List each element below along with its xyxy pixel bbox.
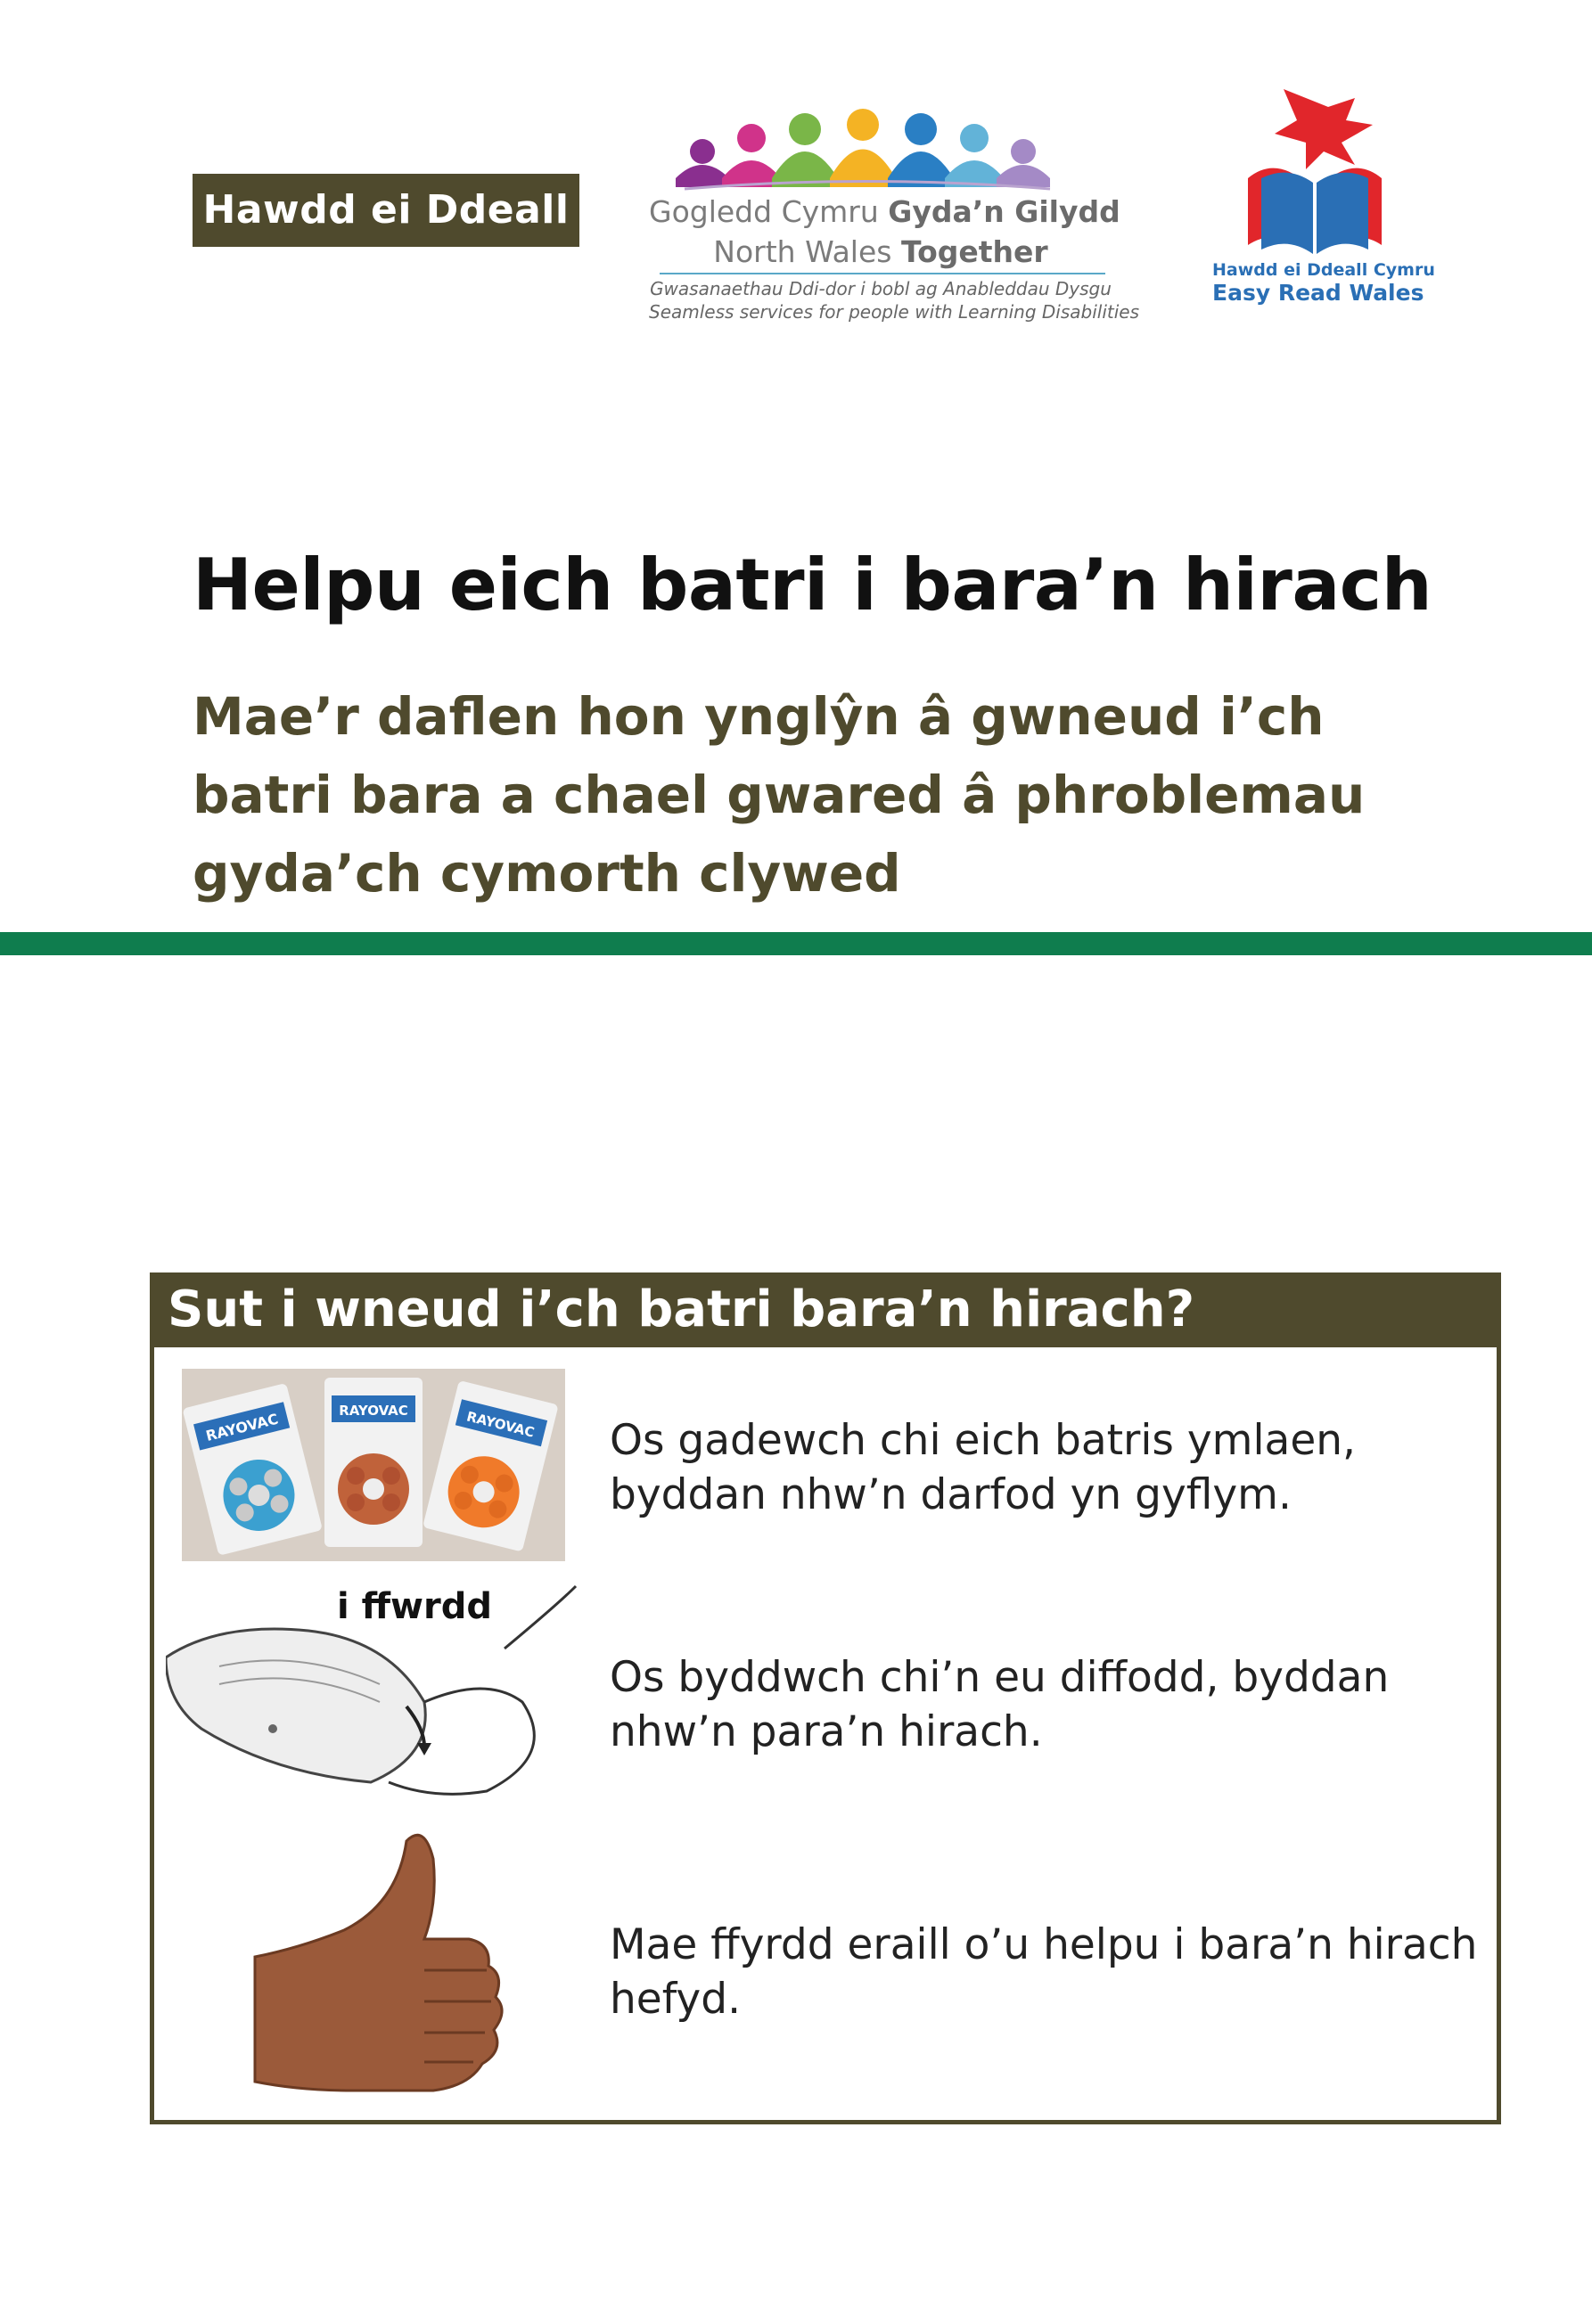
svg-text:RAYOVAC: RAYOVAC <box>464 1408 537 1441</box>
page-subtitle: Mae’r daflen hon ynglŷn â gwneud i’ch batri bara a chael gwared â phroblemau gyda’ch cymorth clywed <box>193 686 1366 904</box>
easy-read-wales-logo <box>1221 80 1408 258</box>
easy-read-badge: Hawdd ei Ddeall <box>193 174 579 247</box>
info-box-heading: Sut i wneud i’ch batri bara’n hirach? <box>150 1272 1501 1347</box>
section-divider <box>0 932 1592 955</box>
svg-text:RAYOVAC: RAYOVAC <box>204 1410 280 1445</box>
switch-off-label: i ffwrdd <box>337 1586 492 1627</box>
nwt-welsh-name: Gogledd Cymru Gyda’n Gilydd <box>649 194 1120 229</box>
hearing-aid-batteries-image <box>182 1369 565 1561</box>
nwt-welsh-tagline: Gwasanaethau Ddi-dor i bobl ag Anableddau Dysgu <box>650 278 1112 299</box>
erw-english-name: Easy Read Wales <box>1212 280 1424 306</box>
people-figures-icon <box>676 109 1050 189</box>
nwt-english-name: North Wales Together <box>713 234 1048 269</box>
page-title: Helpu eich batri i bara’n hirach <box>193 544 1432 626</box>
row-text-batteries: Os gadewch chi eich batris ymlaen, byddan nhw’n darfod yn gyflym. <box>610 1416 1356 1519</box>
erw-welsh-name: Hawdd ei Ddeall Cymru <box>1212 260 1435 280</box>
nwt-divider <box>660 273 1105 274</box>
book-icon <box>1261 173 1368 254</box>
nwt-english-tagline: Seamless services for people with Learning Disabilities <box>649 301 1140 323</box>
svg-text:RAYOVAC: RAYOVAC <box>339 1403 408 1419</box>
row-text-other-ways: Mae ffyrdd eraill o’u helpu i bara’n hirach hefyd. <box>610 1920 1478 2024</box>
thumbs-up-icon <box>246 1823 505 2119</box>
row-text-switch-off: Os byddwch chi’n eu diffodd, byddan nhw’n para’n hirach. <box>610 1653 1390 1756</box>
